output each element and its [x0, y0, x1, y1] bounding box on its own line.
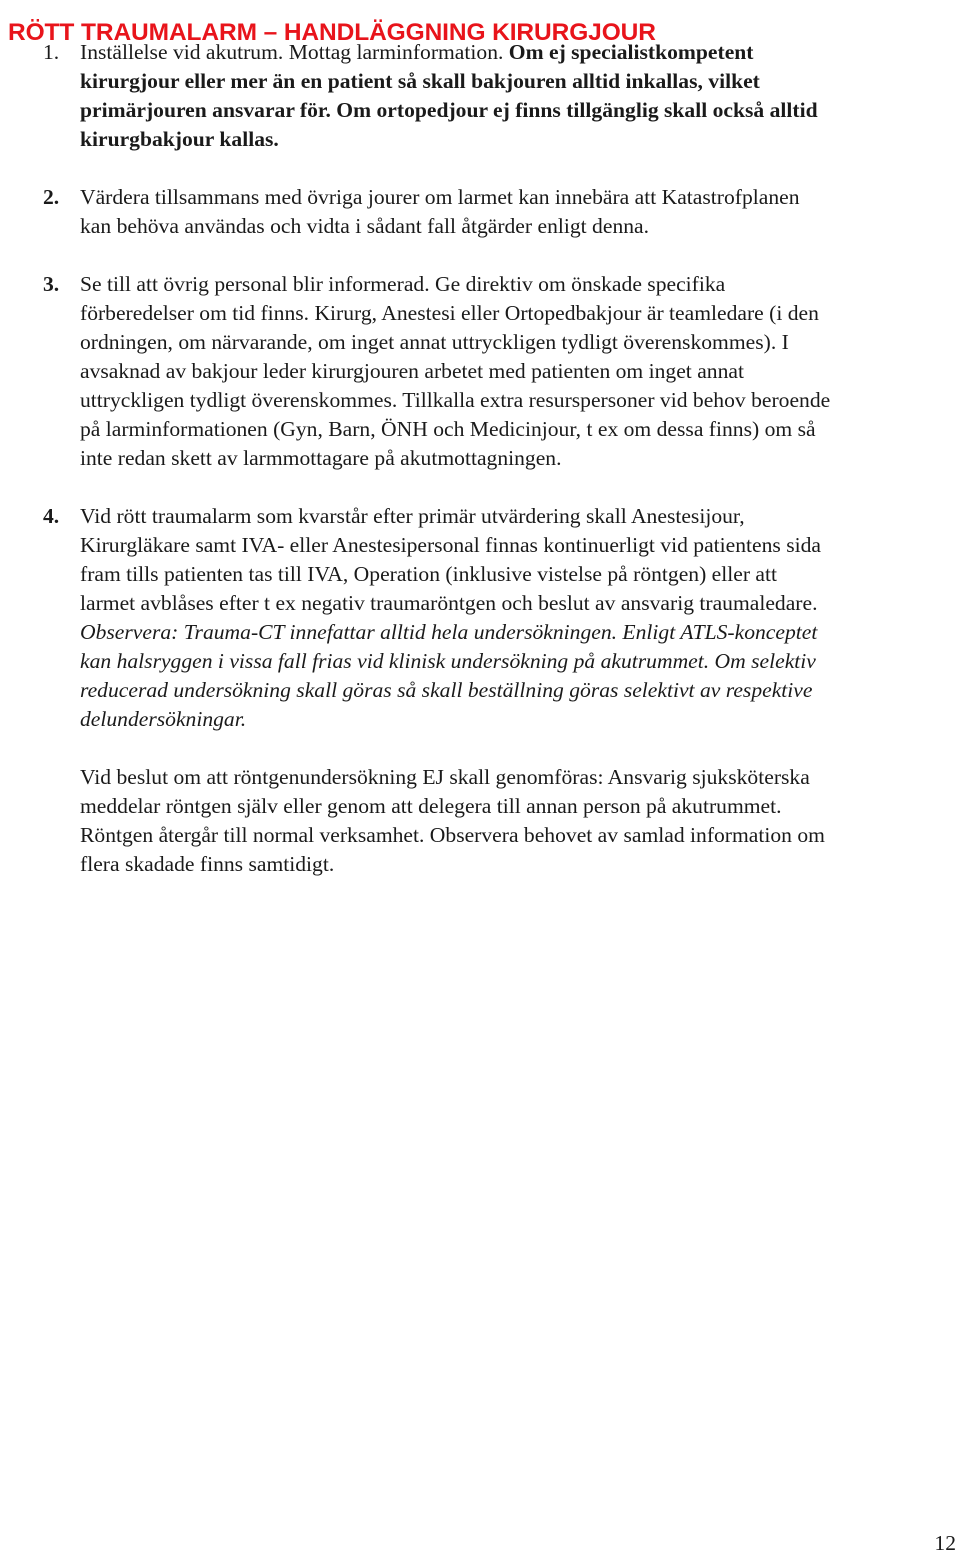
list-item-text [80, 183, 960, 241]
list-item-text [80, 38, 960, 154]
text-line: förberedelser om tid finns. Kirurg, Anestesi eller Ortopedbakjour är teamledare (i den [80, 301, 819, 325]
text-line: flera skadade finns samtidigt. [80, 852, 335, 876]
text-line-italic: delundersökningar. [80, 707, 247, 731]
text-line: Kirurgläkare samt IVA- eller Anestesipersonal finnas kontinuerligt vid patientens sida [80, 533, 822, 557]
text-run-bold: Om ej specialistkompetent [508, 40, 754, 64]
text-line: inte redan skett av larmmottagare på akutmottagningen. [80, 446, 562, 470]
list-item-2 [0, 183, 960, 241]
page-title: RÖTT TRAUMALARM – HANDLÄGGNING KIRURGJOUR [8, 19, 656, 47]
text-run: Inställelse vid akutrum. Mottag larminformation. [80, 40, 509, 64]
text-line: kirurgjour eller mer än en patient så skall bakjouren alltid inkallas, vilket [80, 69, 760, 93]
text-line-italic: Observera: Trauma-CT innefattar alltid hela undersökningen. Enligt ATLS-konceptet [80, 620, 818, 644]
list-number: 2. [43, 185, 60, 209]
text-line: Röntgen återgår till normal verksamhet. Observera behovet av samlad information om [80, 823, 825, 847]
text-line: primärjouren ansvarar för. Om ortopedjour ej finns tillgänglig skall också alltid [80, 98, 818, 122]
text-line: kirurgbakjour kallas. [80, 127, 279, 151]
text-line: uttryckligen tydligt överenskommes. Tillkalla extra resurspersoner vid behov beroende [80, 388, 831, 412]
text-line: kan behöva användas och vidta i sådant fall åtgärder enligt denna. [80, 214, 650, 238]
instruction-list [0, 38, 960, 879]
text-line [80, 38, 960, 67]
page-number: 12 [934, 1531, 956, 1555]
list-item-text [80, 502, 960, 734]
text-line: ordningen, om närvarande, om inget annat uttryckligen tydligt överenskommes). I [80, 330, 789, 354]
text-line: på larminformationen (Gyn, Barn, ÖNH och Medicinjour, t ex om dessa finns) om så [80, 417, 816, 441]
text-line: Vid beslut om att röntgenundersökning EJ skall genomföras: Ansvarig sjuksköterska [80, 765, 810, 789]
text-line: Värdera tillsammans med övriga jourer om larmet kan innebära att Katastrofplanen [80, 185, 800, 209]
text-line: Vid rött traumalarm som kvarstår efter primär utvärdering skall Anestesijour, [80, 504, 745, 528]
text-line: avsaknad av bakjour leder kirurgjouren arbetet med patienten om inget annat [80, 359, 744, 383]
list-item-text [80, 270, 960, 473]
text-line: fram tills patienten tas till IVA, Operation (inklusive vistelse på röntgen) eller att [80, 562, 778, 586]
list-number: 4. [43, 504, 60, 528]
list-number: 1. [43, 40, 60, 64]
text-line: larmet avblåses efter t ex negativ traumaröntgen och beslut av ansvarig traumaledare. [80, 591, 818, 615]
text-line: meddelar röntgen själv eller genom att delegera till annan person på akutrummet. [80, 794, 782, 818]
list-number: 3. [43, 272, 60, 296]
text-line: Se till att övrig personal blir informerad. Ge direktiv om önskade specifika [80, 272, 726, 296]
list-item-4 [0, 502, 960, 734]
closing-paragraph [80, 763, 960, 879]
list-item-3 [0, 270, 960, 473]
text-line-italic: kan halsryggen i vissa fall frias vid klinisk undersökning på akutrummet. Om selektiv [80, 649, 816, 673]
text-line-italic: reducerad undersökning skall göras så skall beställning göras selektivt av respektive [80, 678, 813, 702]
list-item-1 [0, 38, 960, 154]
